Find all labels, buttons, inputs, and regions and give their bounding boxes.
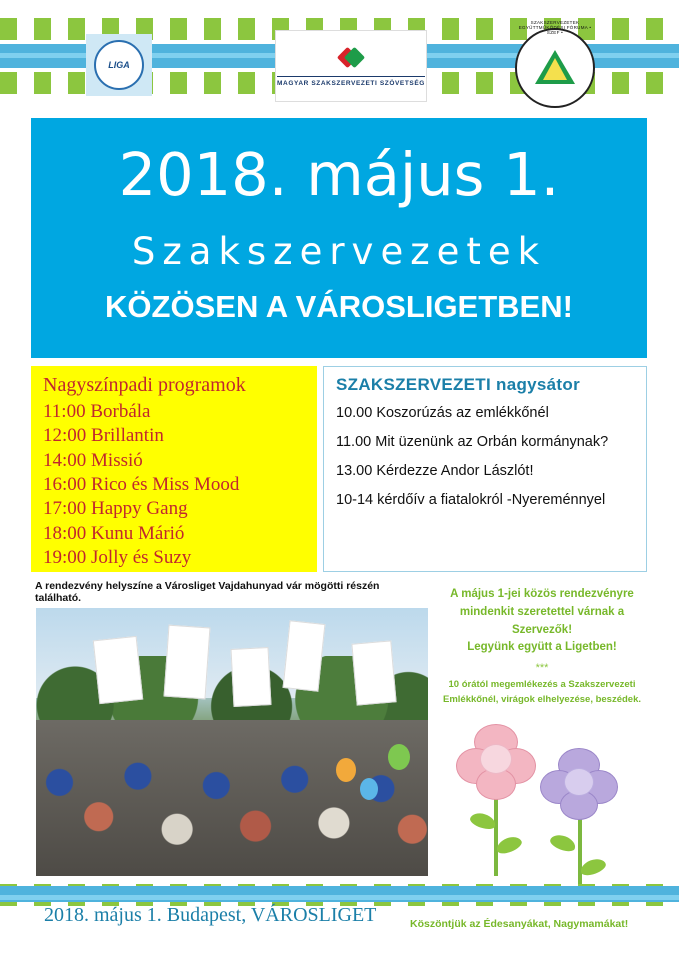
stage-programs-title: Nagyszínpadi programok — [43, 374, 246, 396]
liga-logo-text: LIGA — [94, 40, 144, 90]
separator-stars: *** — [535, 662, 549, 675]
invitation-line: Legyünk együtt a Ligetben! — [467, 641, 617, 654]
program-item: 18:00 Kunu Márió — [43, 522, 185, 544]
headline-block — [31, 118, 647, 358]
flower-decoration — [452, 718, 652, 888]
photo-balloon — [360, 778, 378, 800]
photo-balloon — [388, 744, 410, 770]
szef-logo-caption: SZAKSZERVEZETEK EGYÜTTMŰKÖDÉSI FÓRUMA • SZEF • — [518, 20, 592, 35]
invitation-line: Szervezők! — [511, 623, 573, 636]
headline-subtitle: Szakszervezetek — [131, 229, 547, 273]
commemoration-line: Emlékkőnél, virágok elhelyezése, beszédek. — [442, 693, 642, 705]
program-item: 14:00 Missió — [43, 449, 143, 471]
tent-item: 10.00 Koszorúzás az emlékkőnél — [336, 405, 549, 421]
maszsz-logo — [275, 30, 427, 102]
invitation-text-block — [434, 586, 650, 707]
union-tent-box — [323, 366, 647, 572]
footer-right-text: Köszöntjük az Édesanyákat, Nagymamákat! — [410, 918, 629, 930]
commemoration-line: 10 órától megemlékezés a Szakszervezeti — [448, 679, 636, 691]
invitation-line: A május 1-jei közös rendezvényre — [450, 588, 634, 600]
headline-date: 2018. május 1. — [118, 140, 560, 209]
program-item: 19:00 Jolly és Suzy — [43, 546, 192, 568]
szef-logo — [515, 20, 595, 108]
top-decorative-band — [0, 0, 679, 112]
program-item: 11:00 Borbála — [43, 401, 151, 422]
photo-flag — [164, 625, 211, 700]
program-item: 12:00 Brillantin — [43, 425, 164, 447]
tent-item: 11.00 Mit üzenünk az Orbán kormánynak? — [336, 434, 609, 450]
crowd-photo — [36, 608, 428, 876]
blue-stripe-footer — [0, 886, 679, 902]
invitation-line: mindenkit szeretettel várnak a — [459, 605, 625, 618]
program-item: 16:00 Rico és Miss Mood — [43, 473, 240, 495]
maszsz-logo-caption: MAGYAR SZAKSZERVEZETI SZÖVETSÉG — [277, 76, 425, 87]
photo-flag — [93, 636, 143, 704]
union-tent-title: SZAKSZERVEZETI nagysátor — [336, 375, 580, 394]
footer-left-text: 2018. május 1. Budapest, VÁROSLIGET — [44, 904, 377, 926]
tent-item: 10-14 kérdőív a fiatalokról -Nyereménnyel — [336, 492, 606, 508]
program-item: 17:00 Happy Gang — [43, 498, 188, 520]
photo-flag — [231, 647, 272, 707]
photo-flag — [283, 620, 326, 691]
headline-tagline: KÖZÖSEN A VÁROSLIGETBEN! — [105, 288, 573, 324]
liga-logo — [86, 34, 152, 96]
venue-note: A rendezvény helyszíne a Városliget Vajdahunyad vár mögötti részén található. — [31, 582, 427, 602]
photo-balloon — [336, 758, 356, 782]
photo-flag — [351, 640, 396, 705]
tent-item: 13.00 Kérdezze Andor Lászlót! — [336, 463, 534, 479]
szef-triangle-icon — [535, 50, 575, 86]
stage-programs-box — [31, 366, 317, 572]
maszsz-diamond-icon — [332, 46, 370, 70]
